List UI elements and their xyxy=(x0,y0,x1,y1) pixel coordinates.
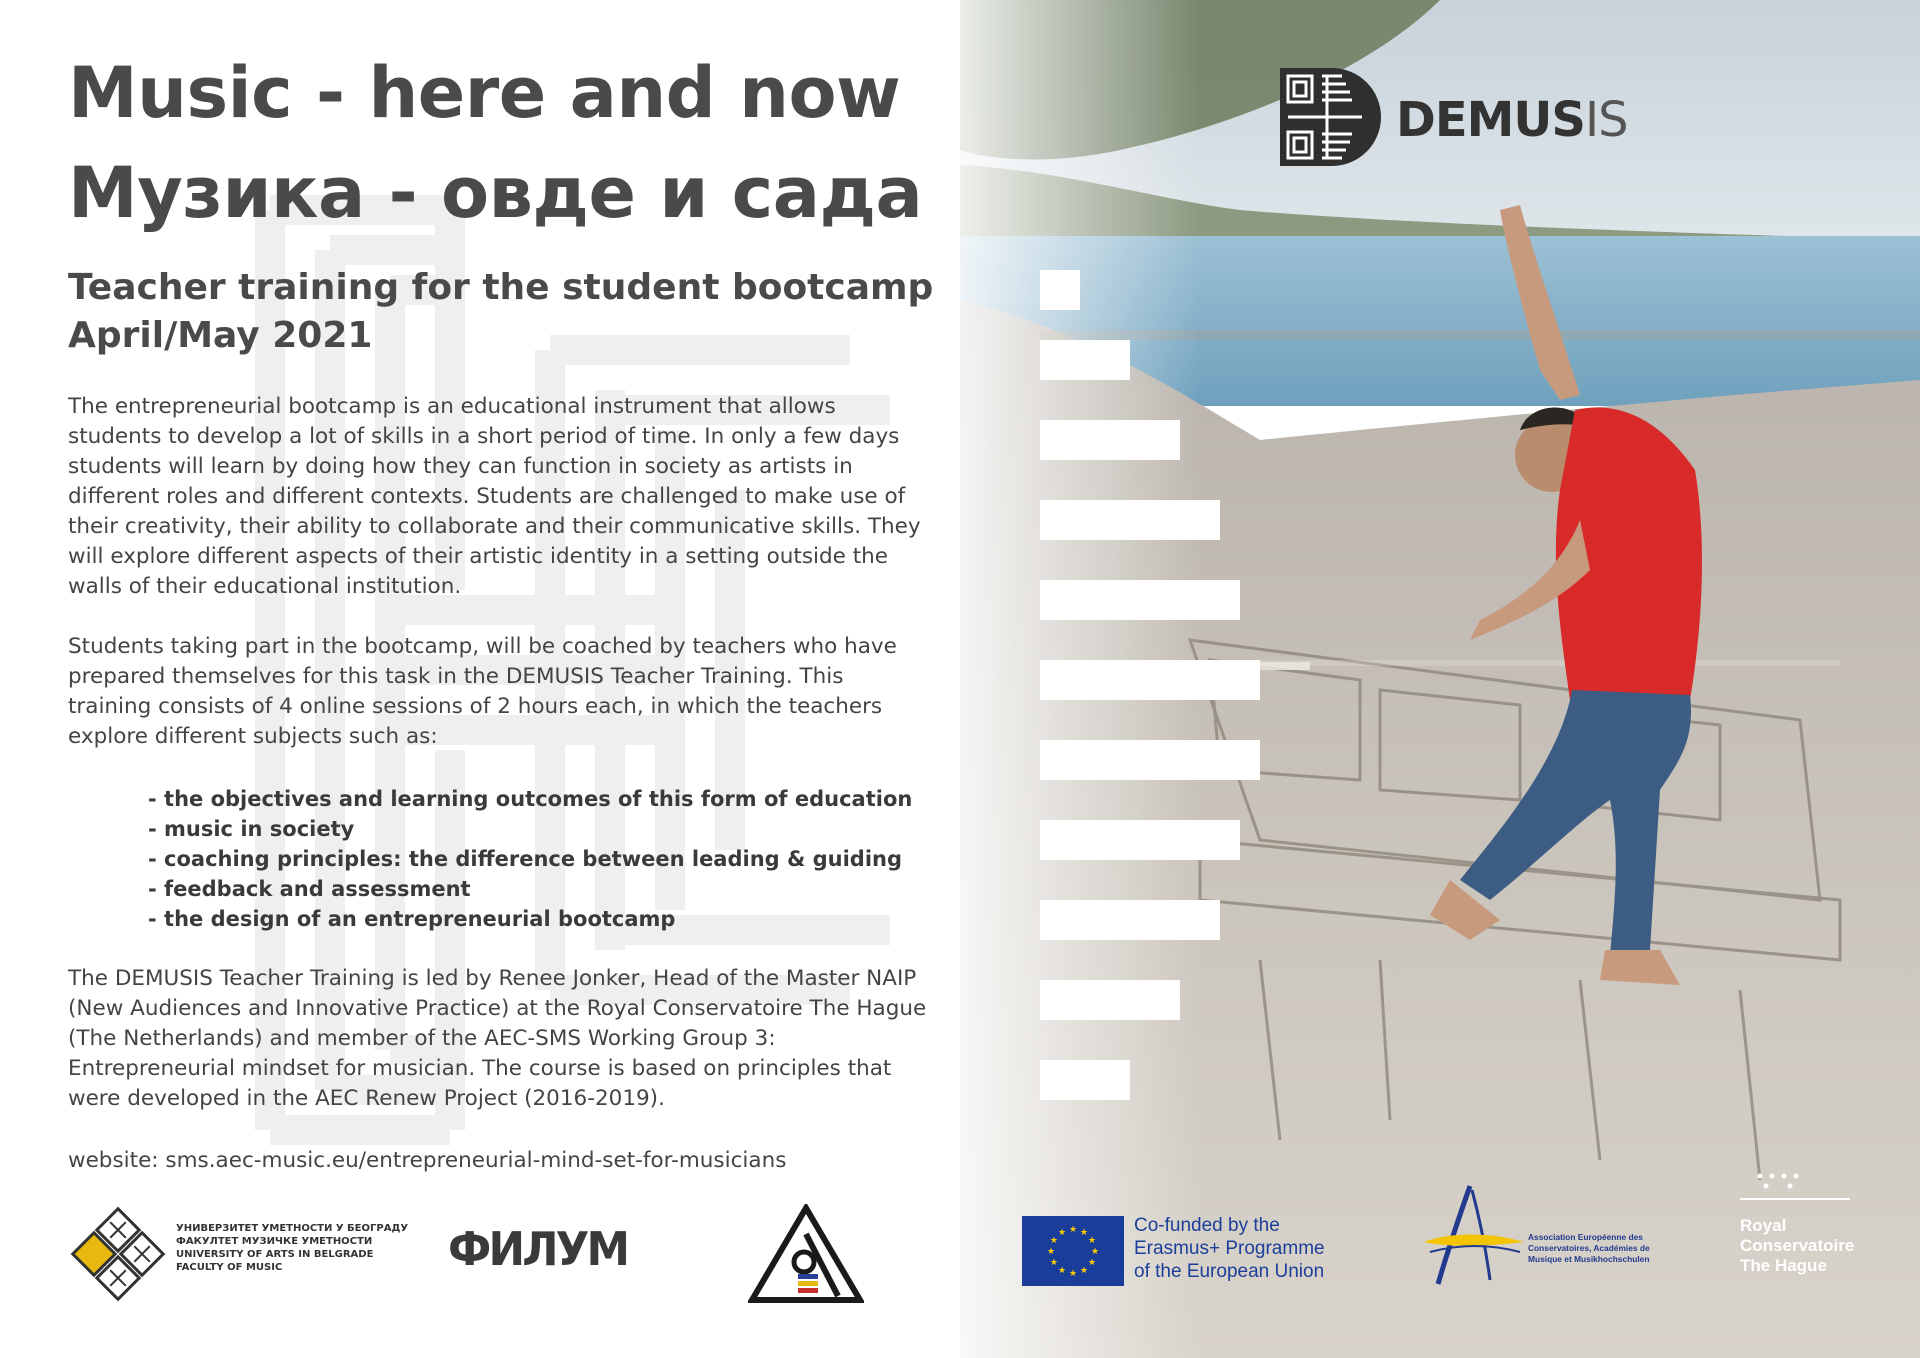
list-item: - coaching principles: the difference between leading & guiding xyxy=(148,847,903,871)
eu-star-icon: ★ xyxy=(1057,1227,1067,1238)
university-of-arts-logo xyxy=(68,1204,409,1296)
beach-photo xyxy=(960,0,1920,1358)
university-name: УНИВЕРЗИТЕТ УМЕТНОСТИ У БЕОГРАДУ ФАКУЛТЕТ МУЗИЧКЕ УМЕТНОСТИ UNIVERSITY OF ARTS IN BELGRADE FACULTY OF MUSIC xyxy=(176,1223,409,1273)
list-item: - feedback and assessment xyxy=(148,877,471,901)
demusis-emblem-icon xyxy=(1272,62,1382,172)
aec-logo xyxy=(1420,1180,1680,1290)
title-serbian: Музика - овде и сада xyxy=(68,152,923,234)
eu-star-icon: ★ xyxy=(1079,1266,1089,1277)
subtitle-line-1: Teacher training for the student bootcamp xyxy=(68,267,934,308)
eu-star-icon: ★ xyxy=(1046,1247,1056,1257)
triangle-emblem-icon xyxy=(748,1204,864,1304)
website-link[interactable]: website: sms.aec-music.eu/entrepreneurial-mind-set-for-musicians xyxy=(68,1148,787,1173)
eu-star-icon: ★ xyxy=(1079,1227,1089,1238)
intro-paragraph: The entrepreneurial bootcamp is an educational instrument that allows students to develop a lot of skills in a short period of time. In only a few days students will learn by doing how they can function in society as artists in different roles and different contexts. Students are challenged to make use of their creativity, their ability to collaborate and their communicative skills. They will explore different aspects of their artistic identity in a setting outside the walls of their educational institution. xyxy=(68,394,921,599)
eu-star-icon: ★ xyxy=(1057,1266,1067,1277)
photo-area xyxy=(960,0,1920,1358)
eu-star-icon: ★ xyxy=(1068,1225,1078,1235)
subtitle-date: April/May 2021 xyxy=(68,315,373,356)
eu-flag-icon xyxy=(1022,1216,1124,1286)
list-item: - the objectives and learning outcomes of this form of education xyxy=(148,787,913,811)
eu-star-icon: ★ xyxy=(1049,1258,1058,1268)
eu-star-icon: ★ xyxy=(1068,1269,1078,1279)
eu-star-icon: ★ xyxy=(1049,1236,1058,1246)
eu-star-icon: ★ xyxy=(1088,1258,1097,1268)
aec-emblem-icon xyxy=(1420,1180,1530,1290)
royal-conservatoire-dots-icon xyxy=(1740,1170,1860,1210)
aec-name: Association Européenne des Conservatoires, Académies de Musique et Musikhochschulen xyxy=(1528,1232,1650,1264)
eu-star-icon: ★ xyxy=(1090,1247,1100,1257)
royal-conservatoire-logo xyxy=(1740,1170,1860,1290)
university-emblem-icon xyxy=(68,1204,168,1304)
list-item: - music in society xyxy=(148,817,355,841)
erasmus-funding-text: Co-funded by the Erasmus+ Programme of the European Union xyxy=(1134,1215,1325,1282)
subjects-list xyxy=(148,784,912,934)
demusis-logo xyxy=(1272,62,1632,172)
title-english: Music - here and now xyxy=(68,52,901,134)
erasmus-plus-logo xyxy=(1022,1216,1402,1286)
led-by-paragraph: The DEMUSIS Teacher Training is led by Renee Jonker, Head of the Master NAIP (New Audiences and Innovative Practice) at the Royal Conservatoire The Hague (The Netherlands) and member of the AEC-SMS Working Group 3: Entrepreneurial mindset for musician. The course is based on principles that were developed in the AEC Renew Project (2016-2019). xyxy=(68,966,927,1111)
list-item: - the design of an entrepreneurial bootcamp xyxy=(148,907,676,931)
demusis-wordmark: DEMUSIS xyxy=(1396,92,1628,148)
eu-star-icon: ★ xyxy=(1088,1236,1097,1246)
coaching-paragraph: Students taking part in the bootcamp, will be coached by teachers who have prepared themselves for this task in the DEMUSIS Teacher Training. This training consists of 4 online sessions of 2 hours each, in which the teachers explore different subjects such as: xyxy=(68,634,897,749)
royal-conservatoire-name: Royal Conservatoire The Hague xyxy=(1740,1216,1855,1275)
filum-logo: ФИЛУМ xyxy=(448,1222,628,1276)
